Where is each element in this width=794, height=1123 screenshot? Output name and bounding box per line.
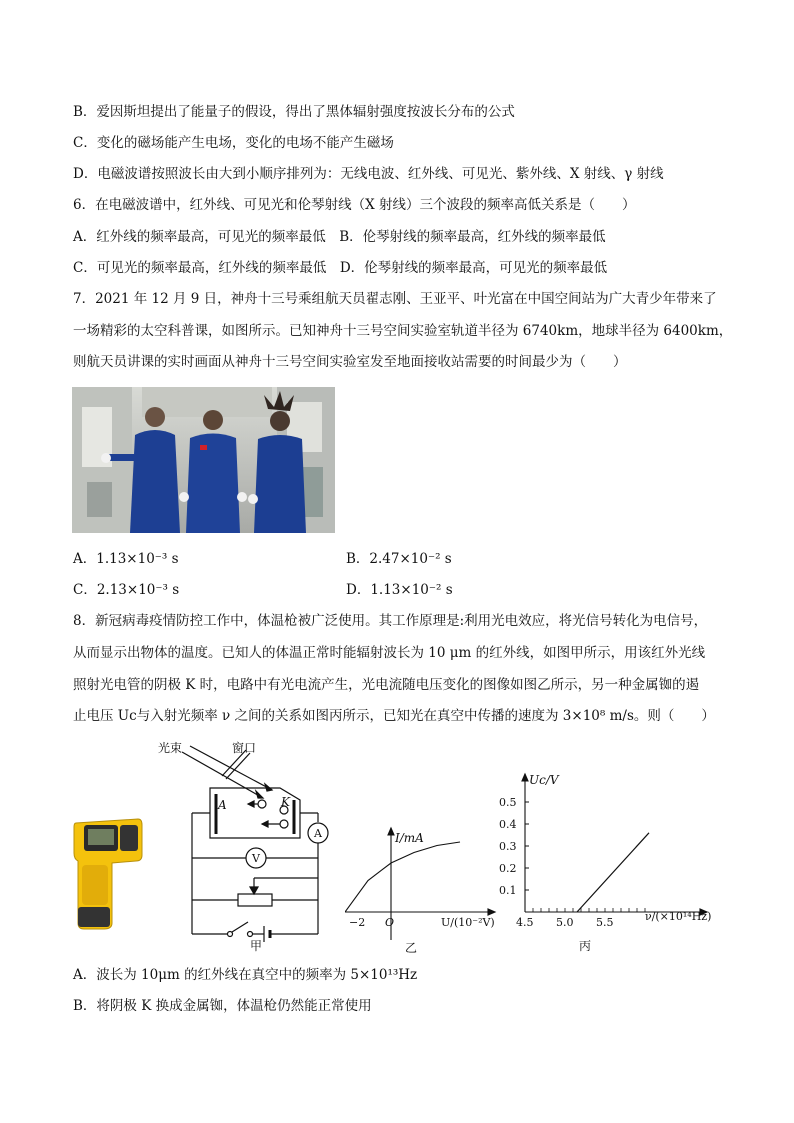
q6-stem: 6．在电磁波谱中，红外线、可见光和伦琴射线（X 射线）三个波段的频率高低关系是（ ） [73, 197, 636, 213]
bing-ytick-label: 0.3 [499, 840, 517, 853]
q7-option-b: B．2.47×10⁻² s [346, 551, 452, 567]
q8-stem-3: 照射光电管的阴极 K 时，电路中有光电流产生，光电流随电压变化的图像如图乙所示，另一种金属铷的遏 [73, 677, 700, 693]
ammeter-symbol: A [314, 827, 322, 840]
yi-curve-series [345, 842, 460, 912]
yi-tick-neg2: −2 [349, 916, 366, 929]
q8-stem-1: 8．新冠病毒疫情防控工作中，体温枪被广泛使用。其工作原理是:利用光电效应，将光信号转化为电信号， [73, 613, 708, 629]
bing-series-line [577, 833, 649, 912]
q7-option-d: D．1.13×10⁻² s [346, 582, 453, 598]
bing-ytick-label: 0.1 [499, 884, 517, 897]
label-cathode: K [281, 795, 290, 809]
q7-stem-1: 7．2021 年 12 月 9 日，神舟十三号乘组航天员翟志刚、王亚平、叶光富在中国空间站为广大青少年带来了 [73, 291, 717, 307]
figure-uc-nu-bing [495, 768, 720, 955]
yi-ylabel: I/mA [395, 831, 424, 845]
bing-xtick-label: 4.5 [516, 916, 534, 929]
q8-stem-4: 止电压 Uc与入射光频率 ν 之间的关系如图丙所示，已知光在真空中传播的速度为 3×10⁸ m/s。则（ ） [73, 708, 715, 724]
label-anode: A [218, 798, 227, 812]
q8-stem-2: 从而显示出物体的温度。已知人的体温正常时能辐射波长为 10 μm 的红外线，如图甲所示，用该红外光线 [73, 645, 706, 661]
bing-xtick-label: 5.5 [596, 916, 614, 929]
bing-ytick-label: 0.2 [499, 862, 517, 875]
q8-option-a: A．波长为 10μm 的红外线在真空中的频率为 5×10¹³Hz [73, 967, 418, 983]
bing-ytick-label: 0.4 [499, 818, 517, 831]
caption-yi: 乙 [405, 941, 418, 955]
thermometer-gun-image [72, 815, 144, 930]
yi-xlabel: U/(10⁻²V) [441, 916, 495, 929]
q7-stem-3: 则航天员讲课的实时画面从神舟十三号空间实验室发至地面接收站需要的时间最少为（ ） [73, 354, 627, 370]
label-light-beam: 光束 [158, 741, 183, 755]
q7-stem-2: 一场精彩的太空科普课，如图所示。已知神舟十三号空间实验室轨道半径为 6740km，地球半径为 6400km， [73, 323, 733, 339]
q5-option-d: D．电磁波谱按照波长由大到小顺序排列为：无线电波、红外线、可见光、紫外线、X 射线、γ 射线 [73, 166, 664, 182]
q6-options-ab: A．红外线的频率最高，可见光的频率最低 B．伦琴射线的频率最高，红外线的频率最低 [73, 229, 606, 245]
q6-options-cd: C．可见光的频率最高，红外线的频率最低 D．伦琴射线的频率最高，可见光的频率最低 [73, 260, 608, 276]
bing-ytick-label: 0.5 [499, 796, 517, 809]
bing-xtick-label: 5.0 [556, 916, 574, 929]
figure-circuit-jia [150, 738, 340, 953]
voltmeter-symbol: V [252, 852, 260, 865]
yi-tick-origin: O [385, 916, 395, 929]
label-window: 窗口 [232, 741, 257, 755]
q5-option-c: C．变化的磁场能产生电场，变化的电场不能产生磁场 [73, 135, 394, 151]
q5-option-b: B．爱因斯坦提出了能量子的假设，得出了黑体辐射强度按波长分布的公式 [73, 104, 515, 120]
q8-option-b: B．将阴极 K 换成金属铷，体温枪仍然能正常使用 [73, 998, 372, 1014]
figure-iu-curve-yi [345, 820, 505, 955]
caption-jia: 甲 [250, 939, 263, 953]
bing-xlabel: ν/(×10¹⁴Hz) [645, 910, 712, 923]
q7-option-c: C．2.13×10⁻³ s [73, 582, 180, 598]
q7-option-a: A．1.13×10⁻³ s [73, 551, 179, 567]
caption-bing: 丙 [579, 939, 592, 953]
space-station-photo [72, 387, 335, 533]
bing-ylabel: Uc/V [529, 773, 559, 787]
